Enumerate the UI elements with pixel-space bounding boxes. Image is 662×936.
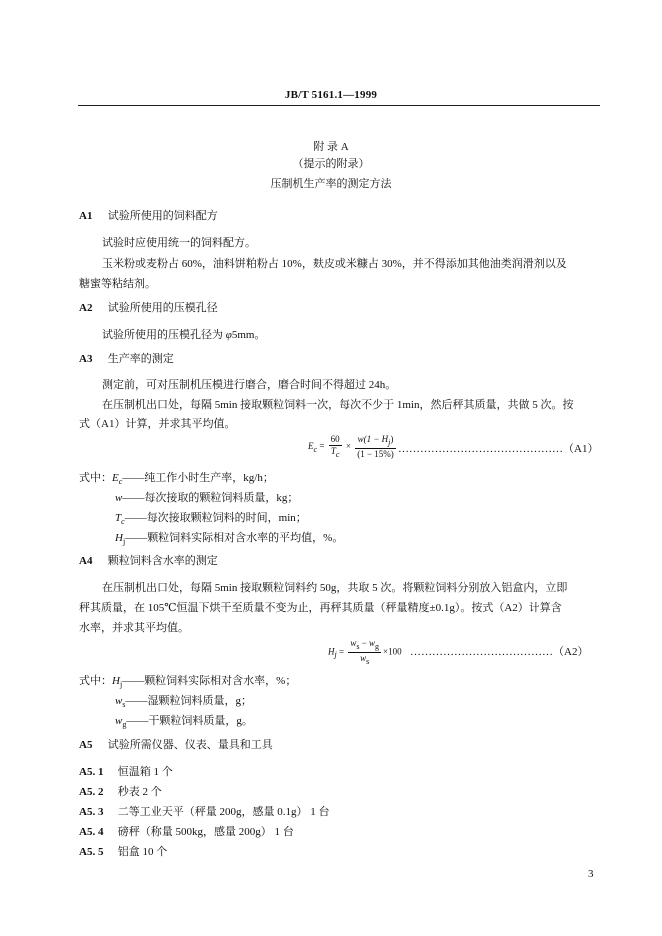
paragraph-continuation: 水率，并求其平均值。 [79,622,189,634]
section-title: 生产率的测定 [107,353,174,365]
definition-line: $T_c——$每次接取颗粒饲料的时间，min； [115,512,307,527]
appendix-title: 附 录 A [313,141,349,153]
page-number: 3 [588,868,594,880]
standard-header: JB/T 5161.1—1999 [284,89,378,101]
paragraph: 试验时应使用统一的饲料配方。 [102,237,256,249]
section-number: A1 [79,210,93,222]
formula-a2: $H_j$ = $\frac{w_s - w_g}{w_s}$ ×100 [328,638,402,666]
paragraph: 在压制机出口处，每隔 5min 接取颗粒饲料一次，每次不少于 1min，然后秤其质量，共做 5 次。按 [102,399,574,411]
section-title: 试验所使用的饲料配方 [107,210,218,222]
paragraph-continuation: 秤其质量，在 105℃恒温下烘干至质量不变为止，再秤其质量（秤量精度±0.1g）。按式（A2）计算含 [79,602,562,614]
paragraph: 在压制机出口处，每隔 5min 接取颗粒饲料约 50g，共取 5 次。将颗粒饲料分别放入铝盒内，立即 [102,582,568,594]
list-item: A5. 3 二等工业天平（秤量 200g，感量 0.1g） 1 台 [79,806,330,818]
section-number: A4 [79,555,93,567]
list-item: A5. 2 秒表 2 个 [79,786,162,798]
definition-line: $w_s——$湿颗粒饲料质量，g； [115,695,252,710]
formula-a1-leader: ………………………………………（A1） [398,443,599,455]
section-title: 试验所使用的压模孔径 [107,302,218,314]
appendix-heading: 压制机生产率的测定方法 [270,178,392,190]
list-item: A5. 5 铝盒 10 个 [79,846,168,858]
section-a4-heading [79,553,218,569]
header-rule [78,105,600,106]
fraction: $\frac{w(1 - H_j)}{(1 - 15\%)}$ [357,434,394,459]
definition-line: 式中：$H_j——$颗粒饲料实际相对含水率，%； [79,675,297,690]
definition-line: 式中：$E_c——$纯工作小时生产率，kg/h； [79,472,274,487]
paragraph: 测定前，可对压制机压模进行磨合，磨合时间不得超过 24h。 [102,379,397,391]
section-a5-heading [79,737,273,753]
definition-line: $H_j——$颗粒饲料实际相对含水率的平均值，%。 [115,532,344,547]
section-title: 试验所需仪器、仪表、量具和工具 [107,739,273,751]
appendix-subtitle: （提示的附录） [292,158,370,170]
section-number: A2 [79,302,93,314]
section-a2-heading [79,300,218,316]
fraction: $\frac{60}{T_c}$ [330,434,340,459]
section-number: A5 [79,739,93,751]
definition-line: $w_g——$干颗粒饲料质量，g。 [115,715,253,730]
paragraph-continuation: 式（A1）计算，并求其平均值。 [79,418,236,430]
paragraph: 试验所使用的压模孔径为 φ5mm。 [102,329,266,341]
section-title: 颗粒饲料含水率的测定 [107,555,218,567]
section-number: A3 [79,353,93,365]
list-item: A5. 4 磅秤（称量 500kg，感量 200g） 1 台 [79,826,294,838]
definition-line: w——每次接取的颗粒饲料质量，kg； [115,492,299,504]
list-item: A5. 1 恒温箱 1 个 [79,766,173,778]
section-a3-heading [79,351,174,367]
section-a1-heading [79,208,218,224]
formula-a1: $E_c$ = $\frac{60}{T_c}$ × $\frac{w(1 - H_j)}{(1 - 15\%)}$ [308,434,394,459]
paragraph: 玉米粉或麦粉占 60%，油料饼粕粉占 10%，麸皮或米糠占 30%，并不得添加其他油类润滑剂以及 [102,258,567,270]
paragraph-continuation: 糖蜜等粘结剂。 [79,278,156,290]
fraction: $\frac{w_s - w_g}{w_s}$ [350,638,380,666]
formula-a2-leader: …………………………………（A2） [410,646,589,658]
